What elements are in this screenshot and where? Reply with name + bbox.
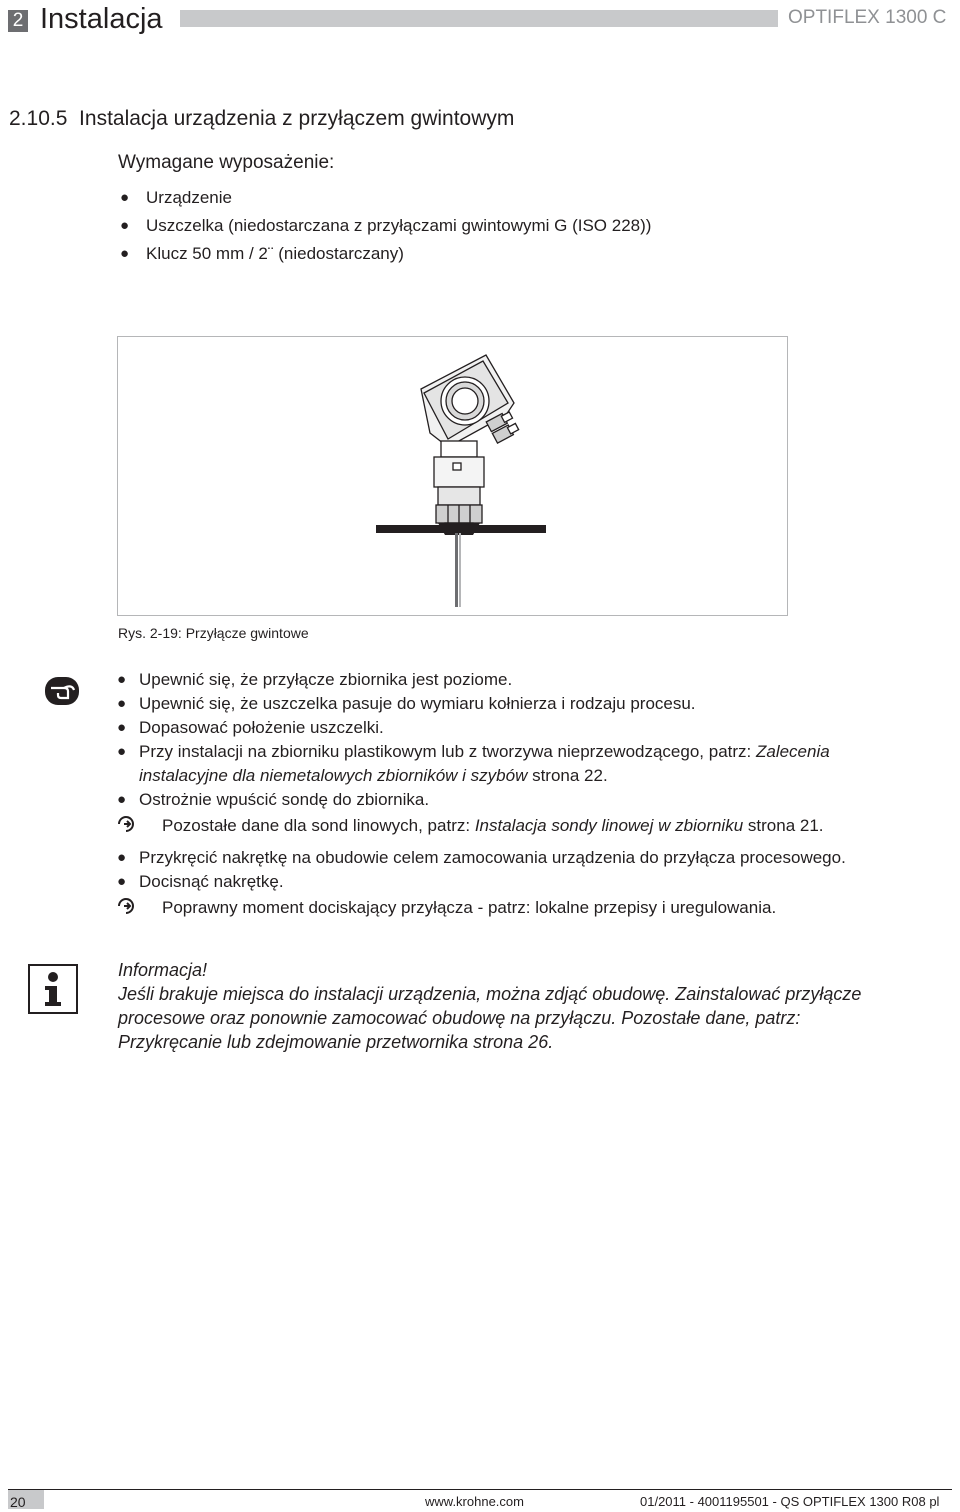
cross-reference-link[interactable]: Zalecenia [755,742,830,761]
result-item: Pozostałe dane dla sond linowych, patrz: Instalacja sondy linowej w zbiorniku strona 21. [162,814,824,838]
info-text-line: Przykręcanie lub zdejmowanie przetwornika strona 26. [118,1032,554,1052]
footer-rule [8,1489,952,1490]
requirement-item: ● Urządzenie [146,186,232,210]
bullet: ● [117,719,127,736]
chapter-number: 2 [8,10,28,32]
section-title: 2.10.5 Instalacja urządzenia z przyłączem gwintowym [9,107,515,130]
step-item: ● Upewnić się, że uszczelka pasuje do wymiaru kołnierza i rodzaju procesu. [139,692,696,716]
bullet: ● [117,695,127,712]
step-item-continuation: instalacyjne dla niemetalowych zbiorników i szybów strona 22. [139,766,608,785]
cross-reference-link[interactable]: Instalacja sondy linowej w zbiorniku [474,816,744,835]
info-text-line: procesowe oraz ponownie zamocować obudowę na przyłączu. Pozostałe dane, patrz: [118,1008,801,1028]
requirement-item: ● Klucz 50 mm / 2¨ (niedostarczany) [146,242,404,266]
step-item: ● Przykręcić nakrętkę na obudowie celem zamocowania urządzenia do przyłącza procesowego. [139,846,846,870]
step-item: ● Docisnąć nakrętkę. [139,870,284,894]
info-text-line: Jeśli brakuje miejsca do instalacji urządzenia, można zdjąć obudowę. Zainstalować przyłącze [118,984,862,1004]
bullet: ● [117,671,127,688]
step-item: ● Dopasować położenie uszczelki. [139,716,384,740]
threaded-device-drawing [118,337,787,615]
result-item: Poprawny moment dociskający przyłącza - patrz: lokalne przepisy i uregulowania. [162,896,776,920]
info-icon [28,964,78,1014]
header-bar [180,10,778,27]
footer-document-id: 01/2011 - 4001195501 - QS OPTIFLEX 1300 R08 pl [640,1494,940,1509]
bullet: ● [120,189,130,206]
bullet: ● [120,217,130,234]
requirement-item: ● Uszczelka (niedostarczana z przyłączami gwintowymi G (ISO 228)) [146,214,651,238]
info-title: Informacja! [118,960,208,980]
result-arrow-icon [117,815,137,833]
step-item: ● Przy instalacji na zbiorniku plastikowym lub z tworzywa nieprzewodzącego, patrz: Zalecenia [139,740,830,764]
footer-website[interactable]: www.krohne.com [425,1494,524,1509]
bullet: ● [117,873,127,890]
requirements-title: Wymagane wyposażenie: [118,152,335,173]
product-name: OPTIFLEX 1300 C [788,7,947,28]
bullet: ● [117,849,127,866]
bullet: ● [117,791,127,808]
cross-reference-link[interactable]: instalacyjne dla niemetalowych zbiorników i szybów [139,766,528,785]
result-arrow-icon [117,897,137,915]
page-number: 20 [10,1494,26,1510]
bullet: ● [117,743,127,760]
step-item: ● Ostrożnie wpuścić sondę do zbiornika. [139,788,429,812]
figure-caption: Rys. 2-19: Przyłącze gwintowe [118,625,309,641]
bullet: ● [120,245,130,262]
chapter-title: Instalacja [40,3,163,35]
step-item: ● Upewnić się, że przyłącze zbiornika jest poziome. [139,668,512,692]
figure-frame [117,336,788,616]
hand-action-icon [44,676,80,706]
